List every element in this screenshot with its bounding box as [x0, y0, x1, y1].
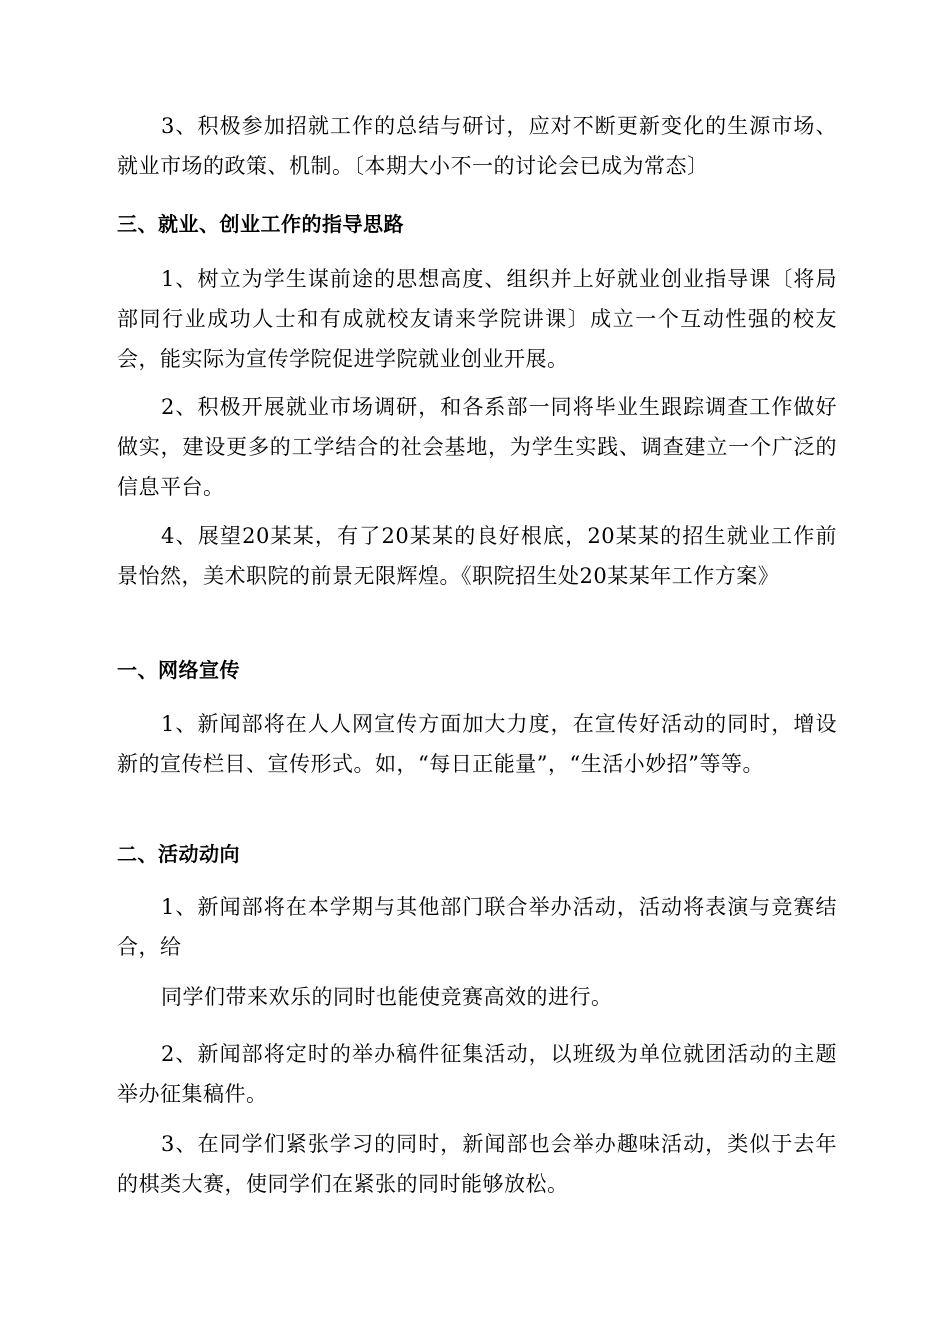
- paragraph-joint-activities: 1、新闻部将在本学期与其他部门联合举办活动，活动将表演与竞赛结合，给: [117, 895, 837, 959]
- paragraph-summary-research: 3、积极参加招就工作的总结与研讨，应对不断更新变化的生源市场、就业市场的政策、机制。〔本期大小不一的讨论会已成为常态〕: [117, 114, 837, 178]
- paragraph-career-course: 1、树立为学生谋前途的思想高度、组织并上好就业创业指导课〔将局部同行业成功人士和有成就校友请来学院讲课〕成立一个互动性强的校友会，能实际为宣传学院促进学院就业创业开展。: [117, 267, 837, 371]
- section-heading-guidance: 三、就业、创业工作的指导思路: [117, 212, 404, 236]
- paragraph-renren-publicity: 1、新闻部将在人人网宣传方面加大力度，在宣传好活动的同时，增设新的宣传栏目、宣传形式。如，“每日正能量”，“生活小妙招”等等。: [117, 712, 837, 776]
- section-heading-online-publicity: 一、网络宣传: [117, 658, 240, 682]
- paragraph-outlook: 4、展望20某某，有了20某某的良好根底，20某某的招生就业工作前景怡然，美术职院的前景无限辉煌。《职院招生处20某某年工作方案》: [117, 524, 837, 588]
- paragraph-joint-activities-continued: 同学们带来欢乐的同时也能使竞赛高效的进行。: [161, 985, 613, 1009]
- section-heading-activities: 二、活动动向: [117, 842, 240, 866]
- paragraph-market-research: 2、积极开展就业市场调研，和各系部一同将毕业生跟踪调查工作做好做实，建设更多的工学结合的社会基地，为学生实践、调查建立一个广泛的信息平台。: [117, 395, 837, 499]
- paragraph-submission-collection: 2、新闻部将定时的举办稿件征集活动，以班级为单位就团活动的主题举办征集稿件。: [117, 1042, 837, 1106]
- paragraph-fun-activities: 3、在同学们紧张学习的同时，新闻部也会举办趣味活动，类似于去年的棋类大赛，使同学们在紧张的同时能够放松。: [117, 1132, 837, 1196]
